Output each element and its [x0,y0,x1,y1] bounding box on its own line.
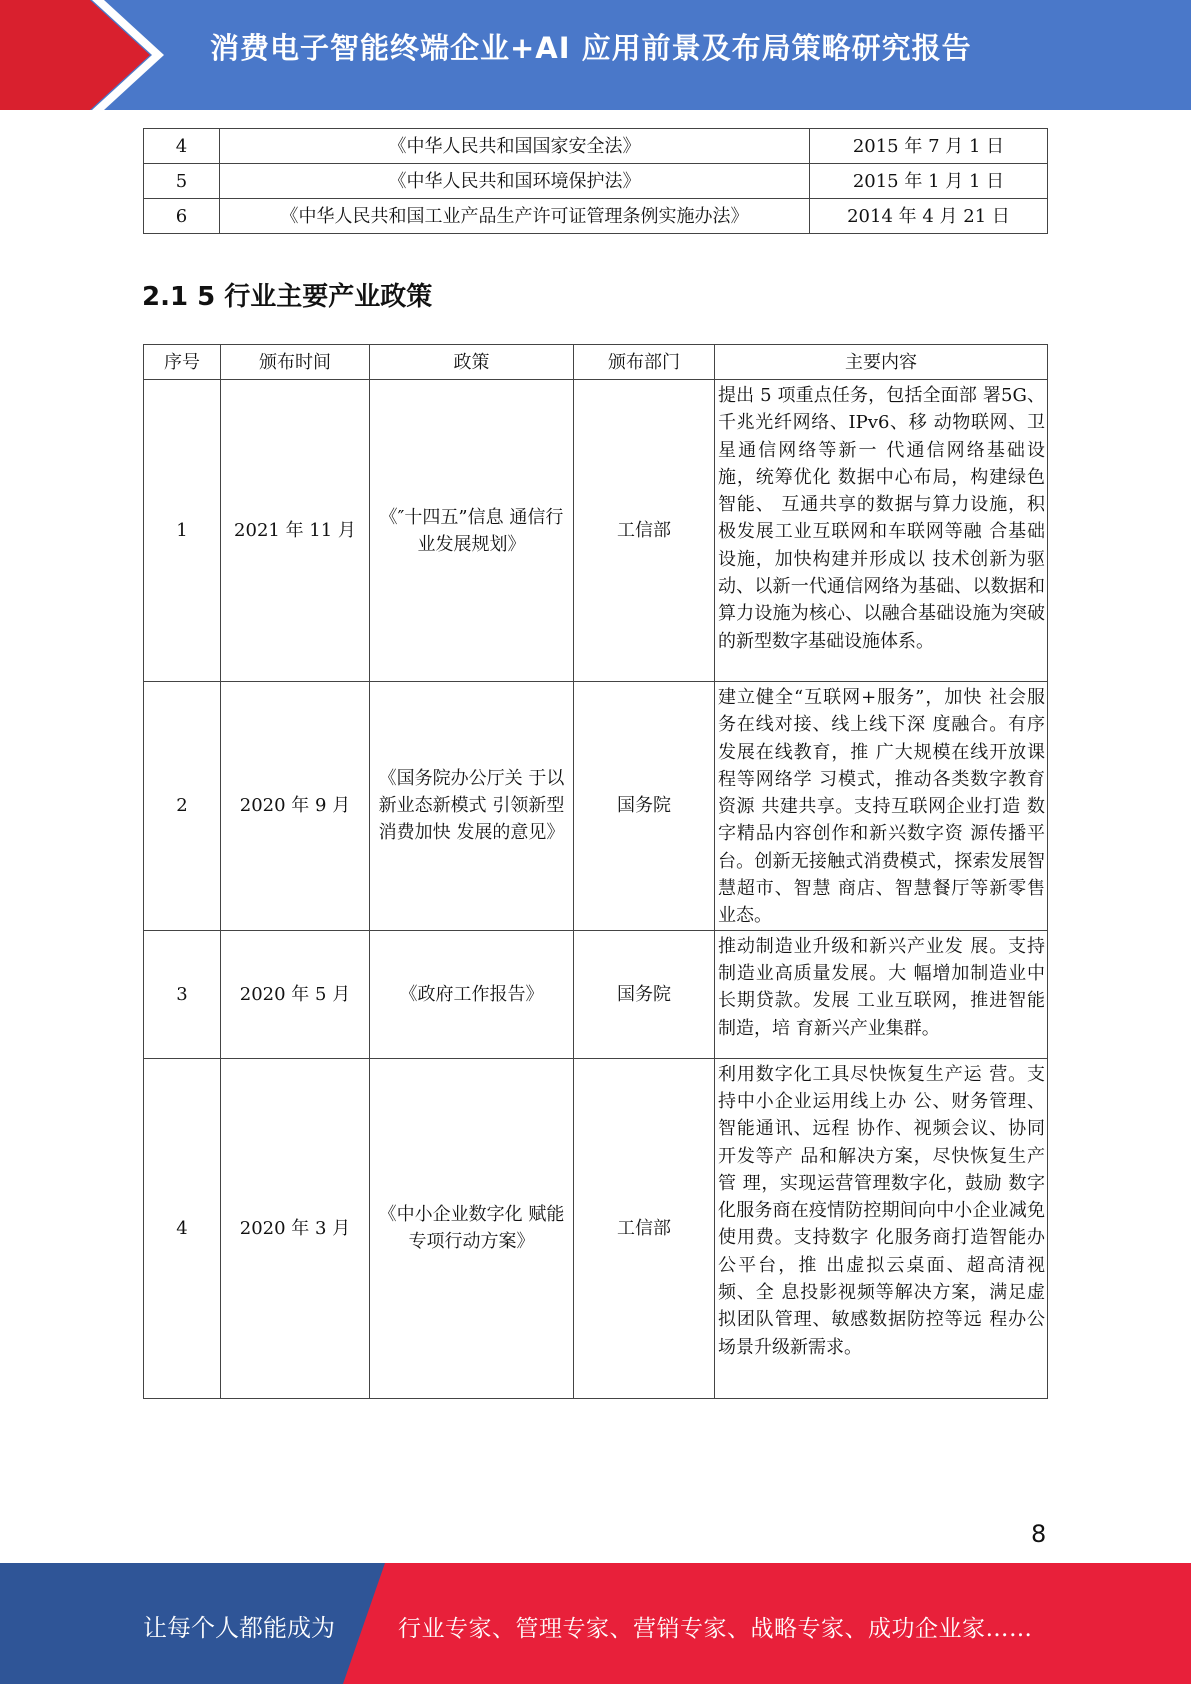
policy-title: 《″十四五”信息 通信行业发展规划》 [370,380,574,682]
table-row [144,164,1048,199]
effective-date: 2015 年 1 月 1 日 [810,164,1048,199]
column-header: 政策 [370,345,574,380]
page-header [0,0,1191,110]
law-table [143,128,1048,234]
table-row [144,930,1048,1058]
row-number: 4 [144,1058,221,1398]
column-header: 颁布部门 [574,345,715,380]
row-number: 5 [144,164,220,199]
table-row [144,1058,1048,1398]
law-name: 《中华人民共和国环境保护法》 [220,164,810,199]
footer-slogan-right: 行业专家、管理专家、营销专家、战略专家、成功企业家…… [398,1616,1033,1642]
row-number: 3 [144,930,221,1058]
report-title: 消费电子智能终端企业+AI 应用前景及布局策略研究报告 [210,31,972,65]
issue-date: 2021 年 11 月 [221,380,370,682]
policy-table [143,344,1048,1399]
policy-title: 《中小企业数字化 赋能专项行动方案》 [370,1058,574,1398]
table-row [144,199,1048,234]
row-number: 2 [144,682,221,931]
policy-title: 《政府工作报告》 [370,930,574,1058]
table-row [144,380,1048,682]
law-name: 《中华人民共和国国家安全法》 [220,129,810,164]
issue-date: 2020 年 5 月 [221,930,370,1058]
issuing-department: 国务院 [574,930,715,1058]
table-row [144,129,1048,164]
table-row [144,682,1048,931]
issuing-department: 国务院 [574,682,715,931]
row-number: 6 [144,199,220,234]
policy-content: 提出 5 项重点任务，包括全面部 署5G、千兆光纤网络、IPv6、移 动物联网、卫星通信网络等新一 代通信网络基础设施，统筹优化 数据中心布局，构建绿色智能、 互通共享的数据与算力设施，积 极发展工业互联网和车联网等融 合基础设施，加快构建并形成以 技术创新为驱动、以新一代通信网络为基础、以数据和算力设施为核心、以融合基础设施为突破 的新型数字基础设施体系。 [715,380,1048,682]
issue-date: 2020 年 3 月 [221,1058,370,1398]
law-name: 《中华人民共和国工业产品生产许可证管理条例实施办法》 [220,199,810,234]
section-heading: 2.1 5 行业主要产业政策 [142,282,433,312]
effective-date: 2014 年 4 月 21 日 [810,199,1048,234]
footer-slogan-left: 让每个人都能成为 [143,1614,335,1642]
column-header: 主要内容 [715,345,1048,380]
column-header: 序号 [144,345,221,380]
policy-content: 建立健全“互联网+服务”，加快 社会服务在线对接、线上线下深 度融合。有序发展在线教育，推 广大规模在线开放课程等网络学 习模式，推动各类数字教育资源 共建共享。支持互联网企业打造 数字精品内容创作和新兴数字资 源传播平台。创新无接触式消费模式，探索发展智慧超市、智慧 商店、智慧餐厅等新零售业态。 [715,682,1048,931]
row-number: 1 [144,380,221,682]
column-header: 颁布时间 [221,345,370,380]
issuing-department: 工信部 [574,380,715,682]
row-number: 4 [144,129,220,164]
policy-title: 《国务院办公厅关 于以新业态新模式 引领新型消费加快 发展的意见》 [370,682,574,931]
page-footer [0,1563,1191,1684]
issuing-department: 工信部 [574,1058,715,1398]
issue-date: 2020 年 9 月 [221,682,370,931]
policy-content: 利用数字化工具尽快恢复生产运 营。支持中小企业运用线上办 公、财务管理、智能通讯、远程 协作、视频会议、协同开发等产 品和解决方案，尽快恢复生产管 理，实现运营管理数字化，鼓励 数字化服务商在疫情防控期间向中小企业减免使用费。支持数字 化服务商打造智能办公平台，推 出虚拟云桌面、超高清视频、全 息投影视频等解决方案，满足虚 拟团队管理、敏感数据防控等远 程办公场景升级新需求。 [715,1058,1048,1398]
page-number: 8 [1031,1520,1047,1548]
table-header-row [144,345,1048,380]
effective-date: 2015 年 7 月 1 日 [810,129,1048,164]
policy-content: 推动制造业升级和新兴产业发 展。支持制造业高质量发展。大 幅增加制造业中长期贷款。发展 工业互联网，推进智能制造，培 育新兴产业集群。 [715,930,1048,1058]
